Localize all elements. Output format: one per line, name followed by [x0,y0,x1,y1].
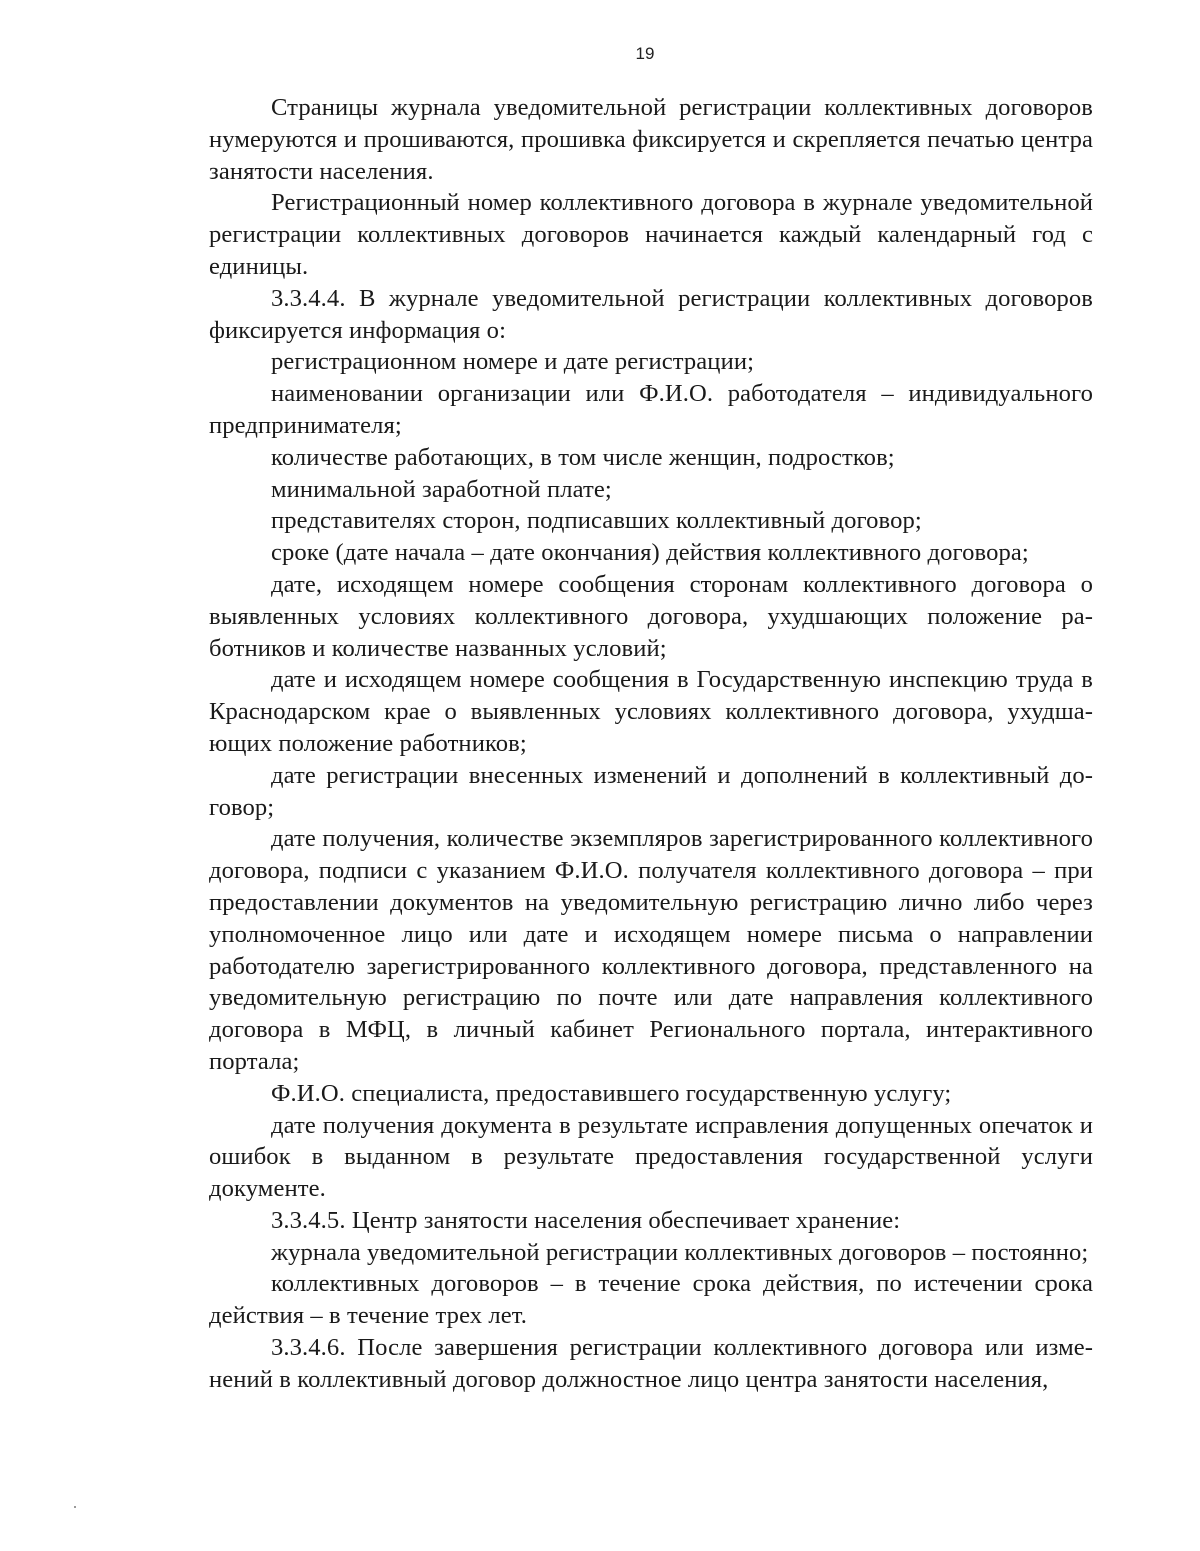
list-item-corrected-document-date: дате получения документа в результате исправления допущенных опечаток и ошибок в выданном в результате предоставления государственной услуги документе. [209,1111,1093,1203]
page-number: 19 [635,44,655,63]
list-item-receipt-details: дате получения, количестве экземпляров зарегистрированного коллективного договора, подписи с указанием Ф.И.О. получателя коллективного договора – при предоставлении документов на уведомительную регистрацию лично либо через уполномоченное лицо или дате и исходящем номере письма о направлении работодателю зарегистрированного коллективного договора, представленного на уведомительную регистрацию по почте или дате направления коллективного договора в МФЦ, в личный кабинет Регионального портала, интерактивного портала; [209,825,1093,1075]
list-item-journal-storage: журнала уведомительной регистрации коллективных договоров – постоянно; [271,1238,1089,1266]
list-item-party-representatives: представителях сторон, подписавших коллективный договор; [271,507,922,535]
paragraph-3-3-4-4-intro: 3.3.4.4. В журнале уведомительной регистрации коллективных договоров фиксируется информация о: [209,284,1093,344]
document-body [209,92,1093,1396]
list-item-contract-term: сроке (дате начала – дате окончания) действия коллективного договора; [271,539,1029,567]
paragraph-3-3-4-6-after-registration: 3.3.4.6. После завершения регистрации коллективного договора или изменений в коллективный договор должностное лицо центра занятости населения, [209,1334,1093,1393]
paragraph-journal-pages: Страницы журнала уведомительной регистрации коллективных договоров нумеруются и прошиваются, прошивка фиксируется и скрепляется печатью центра занятости населения. [209,94,1093,185]
list-item-specialist-name: Ф.И.О. специалиста, предоставившего государственную услугу; [271,1079,952,1107]
list-item-amendment-registration-date: дате регистрации внесенных изменений и дополнений в коллективный договор; [209,761,1093,821]
scan-artifact-dot [74,1506,76,1508]
paragraph-registration-number: Регистрационный номер коллективного договора в журнале уведомительной регистрации коллективных договоров начинается каждый календарный год с единицы. [209,189,1093,280]
paragraph-3-3-4-5-storage: 3.3.4.5. Центр занятости населения обеспечивает хранение: [271,1206,901,1234]
list-item-organization-name: наименовании организации или Ф.И.О. работодателя – индивидуального предпринимателя; [209,380,1093,439]
list-item-message-to-parties: дате, исходящем номере сообщения сторонам коллективного договора о выявленных условиях коллективного договора, ухудшающих положение работников и количестве названных условий; [209,570,1093,662]
list-item-minimum-wage: минимальной заработной плате; [271,475,612,503]
list-item-message-to-labor-inspection: дате и исходящем номере сообщения в Государственную инспекцию труда в Краснодарском крае о выявленных условиях коллективного договора, ухудшающих положение работников; [209,666,1093,757]
list-item-registration-number-date: регистрационном номере и дате регистрации; [271,348,755,376]
list-item-employee-count: количестве работающих, в том числе женщин, подростков; [271,443,895,471]
list-item-contracts-storage: коллективных договоров – в течение срока действия, по истечении срока действия – в течение трех лет. [209,1270,1093,1330]
